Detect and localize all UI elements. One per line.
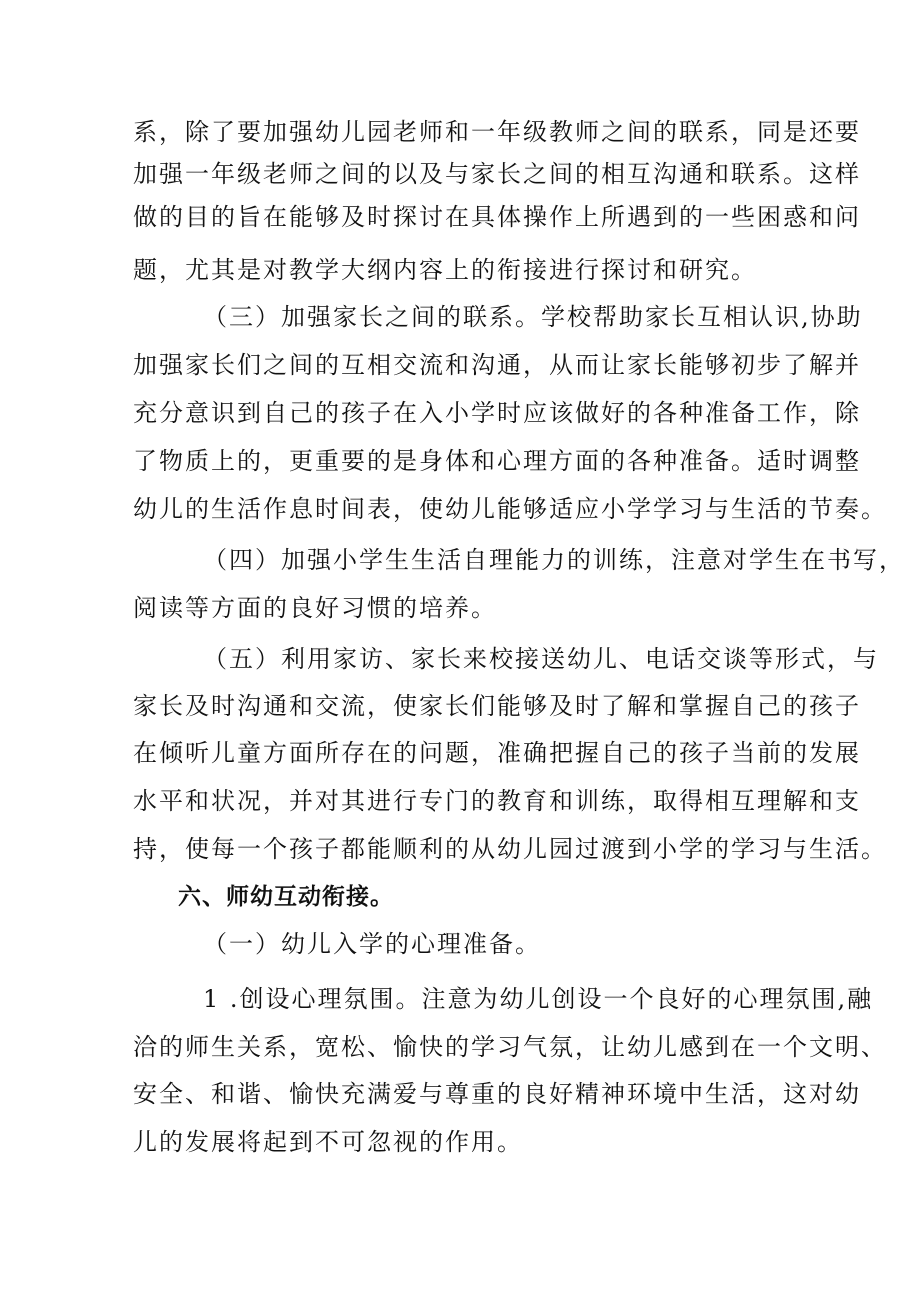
paragraph-line: 1 .创设心理氛围。注意为幼儿创设一个良好的心理氛围,融 xyxy=(203,985,874,1013)
paragraph-line: 阅读等方面的良好习惯的培养。 xyxy=(133,594,497,622)
paragraph-line: 洽的师生关系，宽松、愉快的学习气氛，让幼儿感到在一个文明、 xyxy=(133,1033,887,1061)
paragraph-line: （三）加强家长之间的联系。学校帮助家长互相认识,协助 xyxy=(203,303,863,331)
section-heading: 六、师幼互动衔接。 xyxy=(178,884,394,910)
paragraph-line: 家长及时沟通和交流，使家长们能够及时了解和掌握自己的孩子 xyxy=(133,692,861,720)
paragraph-line: 幼儿的生活作息时间表，使幼儿能够适应小学学习与生活的节奏。 xyxy=(133,495,887,523)
paragraph-line: 在倾听儿童方面所存在的问题，准确把握自己的孩子当前的发展 xyxy=(133,739,861,767)
paragraph-line: 加强一年级老师之间的以及与家长之间的相互沟通和联系。这样 xyxy=(133,160,861,188)
paragraph-line: 安全、和谐、愉快充满爱与尊重的良好精神环境中生活，这对幼 xyxy=(133,1080,861,1108)
paragraph-line: （四）加强小学生生活自理能力的训练，注意对学生在书写， xyxy=(203,546,905,574)
paragraph-line: （五）利用家访、家长来校接送幼儿、电话交谈等形式，与 xyxy=(203,645,879,673)
paragraph-line: 儿的发展将起到不可忽视的作用。 xyxy=(133,1128,523,1156)
paragraph-line: 系，除了要加强幼儿园老师和一年级教师之间的联系，同是还要 xyxy=(133,118,861,146)
paragraph-line: 水平和状况，并对其进行专门的教育和训练，取得相互理解和支 xyxy=(133,787,861,815)
paragraph-line: 充分意识到自己的孩子在入小学时应该做好的各种准备工作，除 xyxy=(133,399,861,427)
paragraph-line: 做的目的旨在能够及时探讨在具体操作上所遇到的一些困惑和问 xyxy=(133,203,861,231)
paragraph-line: 持，使每一个孩子都能顺利的从幼儿园过渡到小学的学习与生活。 xyxy=(133,835,887,863)
paragraph-line: 加强家长们之间的互相交流和沟通，从而让家长能够初步了解并 xyxy=(133,351,861,379)
paragraph-line: 题，尤其是对教学大纲内容上的衔接进行探讨和研究。 xyxy=(133,256,757,284)
subsection-heading: （一）幼儿入学的心理准备。 xyxy=(203,930,541,958)
paragraph-line: 了物质上的，更重要的是身体和心理方面的各种准备。适时调整 xyxy=(133,447,861,475)
